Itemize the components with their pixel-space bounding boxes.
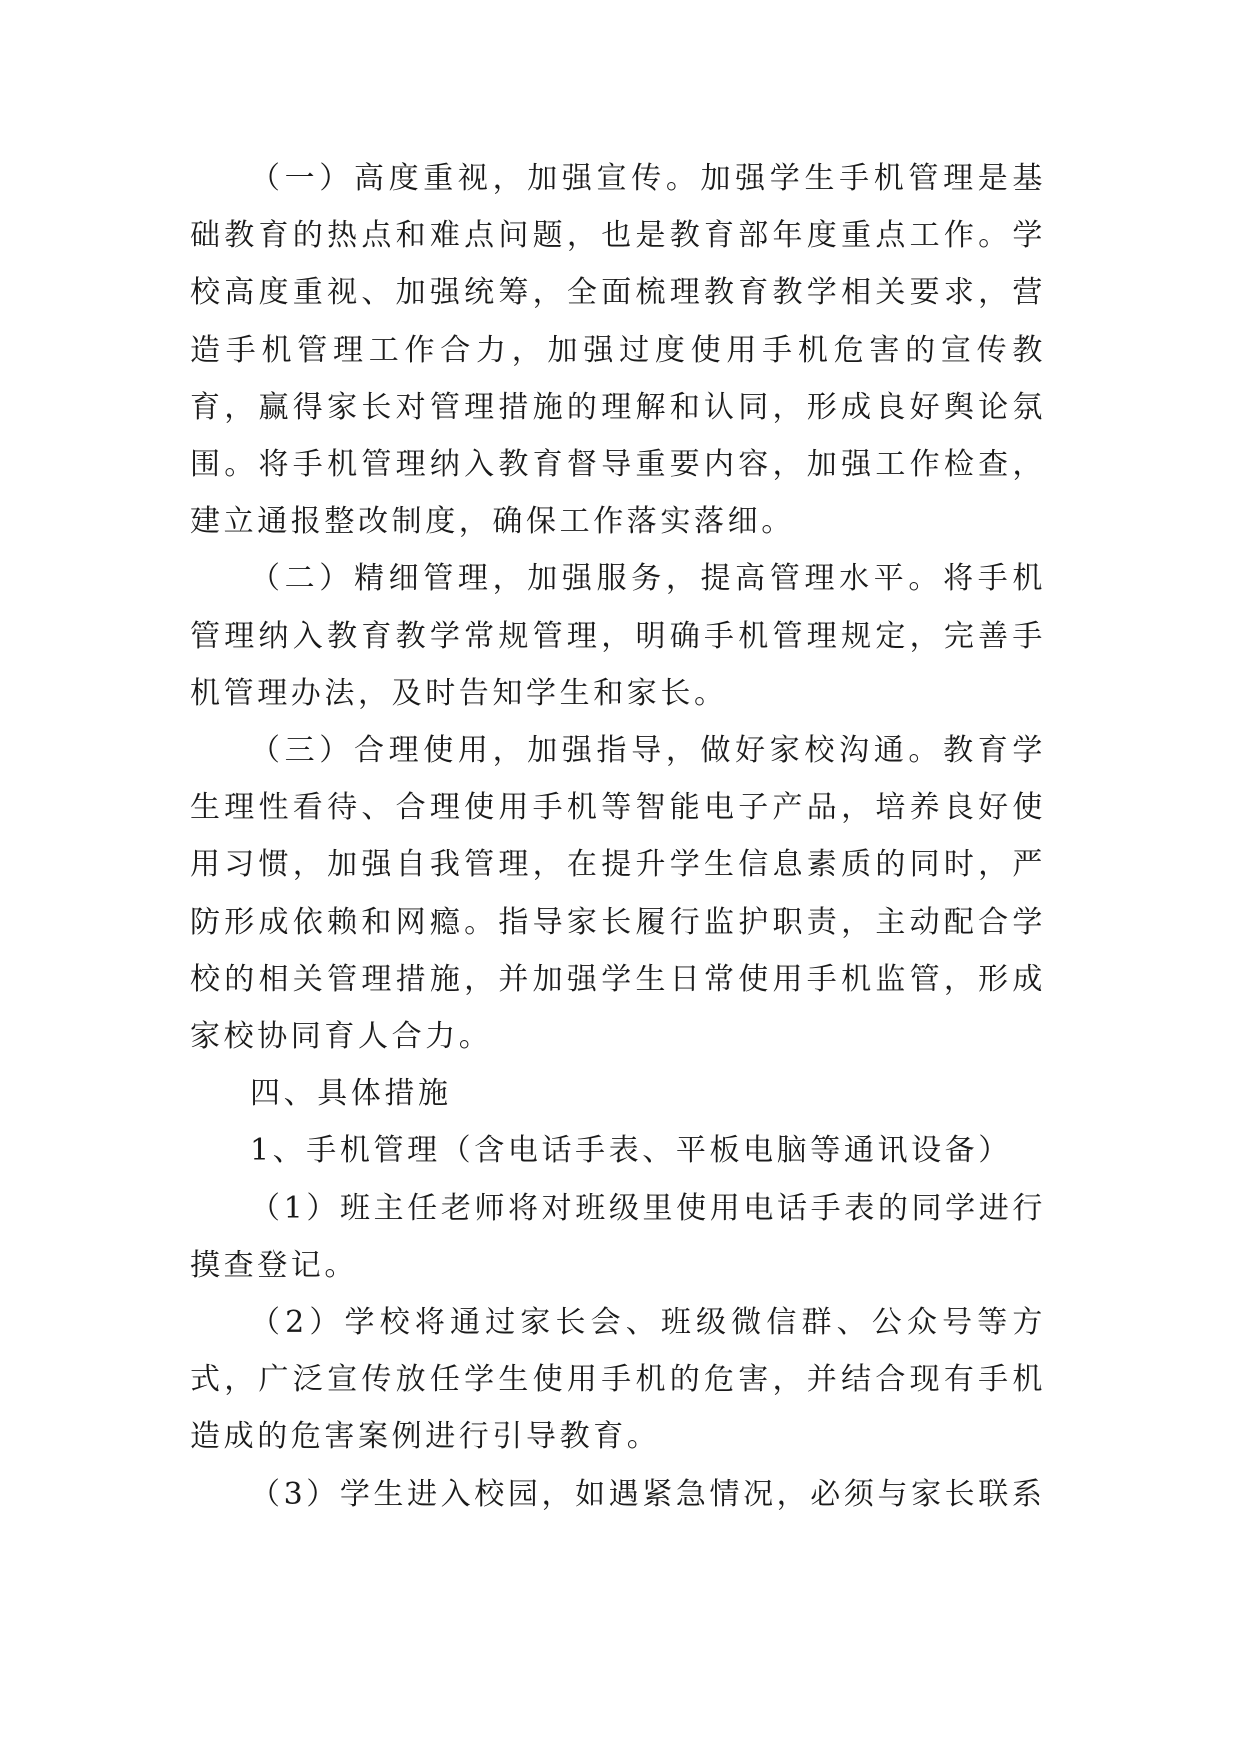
subheading-phone-management: 1、手机管理（含电话手表、平板电脑等通讯设备） bbox=[250, 1133, 1012, 1169]
heading-specific-measures: 四、具体措施 bbox=[250, 1076, 452, 1112]
paragraph-measure-1: （1）班主任老师将对班级里使用电话手表的同学进行摸查登记。 bbox=[190, 1190, 1046, 1283]
document-body bbox=[190, 150, 1046, 1523]
paragraph-section-1: （一）高度重视，加强宣传。加强学生手机管理是基础教育的热点和难点问题，也是教育部年度重点工作。学校高度重视、加强统筹，全面梳理教育教学相关要求，营造手机管理工作合力，加强过度使用手机危害的宣传教育，赢得家长对管理措施的理解和认同，形成良好舆论氛围。将手机管理纳入教育督导重要内容，加强工作检查，建立通报整改制度，确保工作落实落细。 bbox=[190, 161, 1046, 540]
paragraph-measure-3: （3）学生进入校园，如遇紧急情况，必须与家长联系 bbox=[250, 1476, 1046, 1512]
paragraph-measure-2: （2）学校将通过家长会、班级微信群、公众号等方式，广泛宣传放任学生使用手机的危害，并结合现有手机造成的危害案例进行引导教育。 bbox=[190, 1305, 1046, 1455]
paragraph-section-3: （三）合理使用，加强指导，做好家校沟通。教育学生理性看待、合理使用手机等智能电子产品，培养良好使用习惯，加强自我管理，在提升学生信息素质的同时，严防形成依赖和网瘾。指导家长履行监护职责，主动配合学校的相关管理措施，并加强学生日常使用手机监管，形成家校协同育人合力。 bbox=[190, 733, 1046, 1055]
paragraph-section-2: （二）精细管理，加强服务，提高管理水平。将手机管理纳入教育教学常规管理，明确手机管理规定，完善手机管理办法，及时告知学生和家长。 bbox=[190, 561, 1046, 711]
